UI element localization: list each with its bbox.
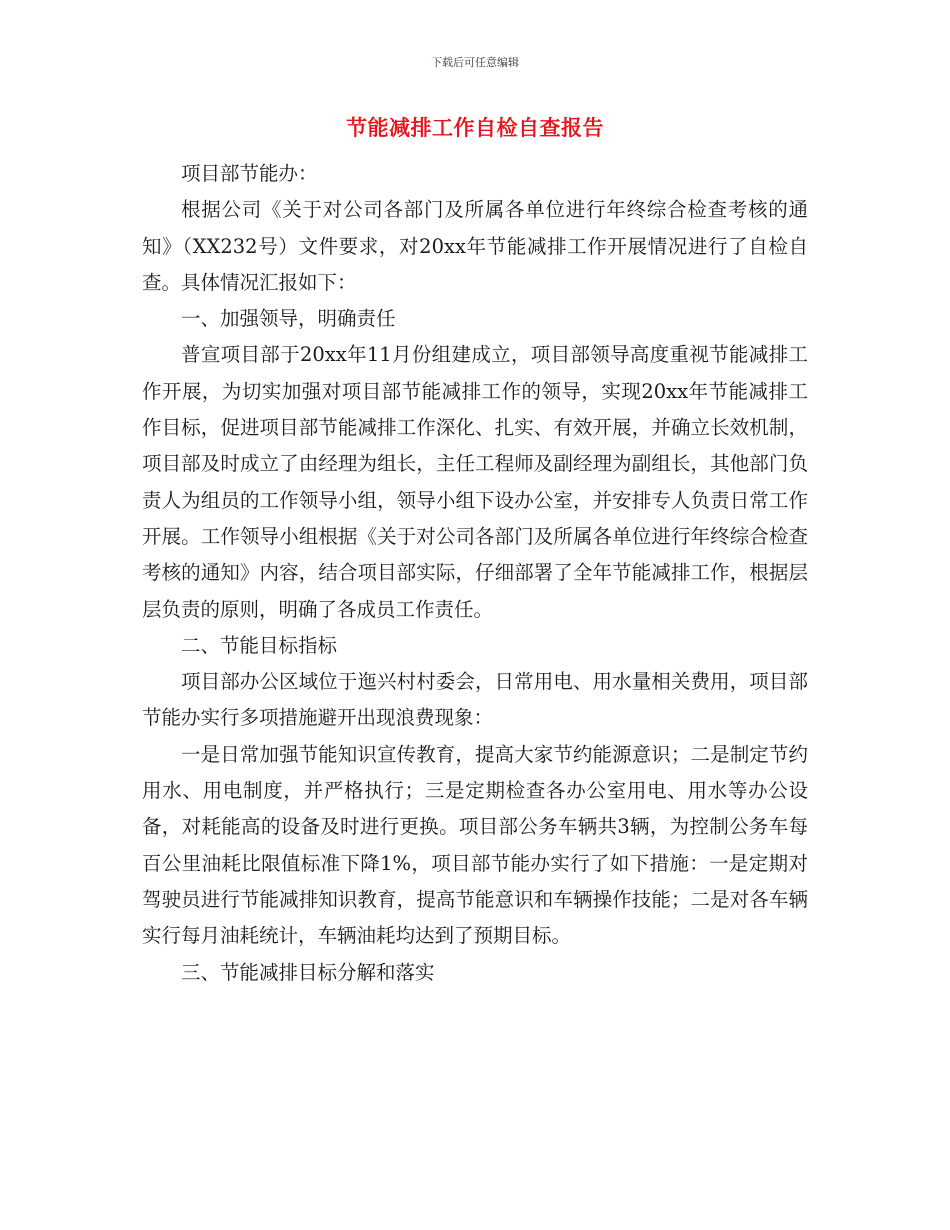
paragraph-leadership: 普宣项目部于20xx年11月份组建成立，项目部领导高度重视节能减排工作开展，为切实加强对项目部节能减排工作的领导，实现20xx年节能减排工作目标，促进项目部节能减排工作深化、扎实、有效开展，并确立长效机制，项目部及时成立了由经理为组长，主任工程师及副经理为副组长，其他部门负责人为组员的工作领导小组，领导小组下设办公室，并安排专人负责日常工作开展。工作领导小组根据《关于对公司各部门及所属各单位进行年终综合检查考核的通知》内容，结合项目部实际，仔细部署了全年节能减排工作，根据层层负责的原则，明确了各成员工作责任。: [142, 343, 808, 621]
document-title: 节能减排工作自检自查报告: [346, 116, 604, 140]
paragraph-measures: 一是日常加强节能知识宣传教育，提高大家节约能源意识；二是制定节约用水、用电制度，并严格执行；三是定期检查各办公室用电、用水等办公设备，对耗能高的设备及时进行更换。项目部公务车辆共3辆，为控制公务车每百公里油耗比限值标准下降1%，项目部节能办实行了如下措施：一是定期对驾驶员进行节能减排知识教育，提高节能意识和车辆操作技能；二是对各车辆实行每月油耗统计，车辆油耗均达到了预期目标。: [142, 742, 808, 948]
section-heading-2: 二、节能目标指标: [181, 633, 338, 657]
section-heading-3: 三、节能减排目标分解和落实: [181, 960, 435, 984]
section-heading-1: 一、加强领导，明确责任: [181, 307, 396, 331]
header-note: 下载后可任意编辑: [431, 56, 519, 69]
paragraph-office-location: 项目部办公区域位于迤兴村村委会，日常用电、用水量相关费用，项目部节能办实行多项措施避开出现浪费现象：: [142, 670, 808, 730]
paragraph-intro: 根据公司《关于对公司各部门及所属各单位进行年终综合检查考核的通知》（XX232号）文件要求，对20xx年节能减排工作开展情况进行了自检自查。具体情况汇报如下：: [142, 198, 808, 294]
document-body: [142, 156, 808, 991]
salutation: 项目部节能办：: [181, 162, 318, 185]
